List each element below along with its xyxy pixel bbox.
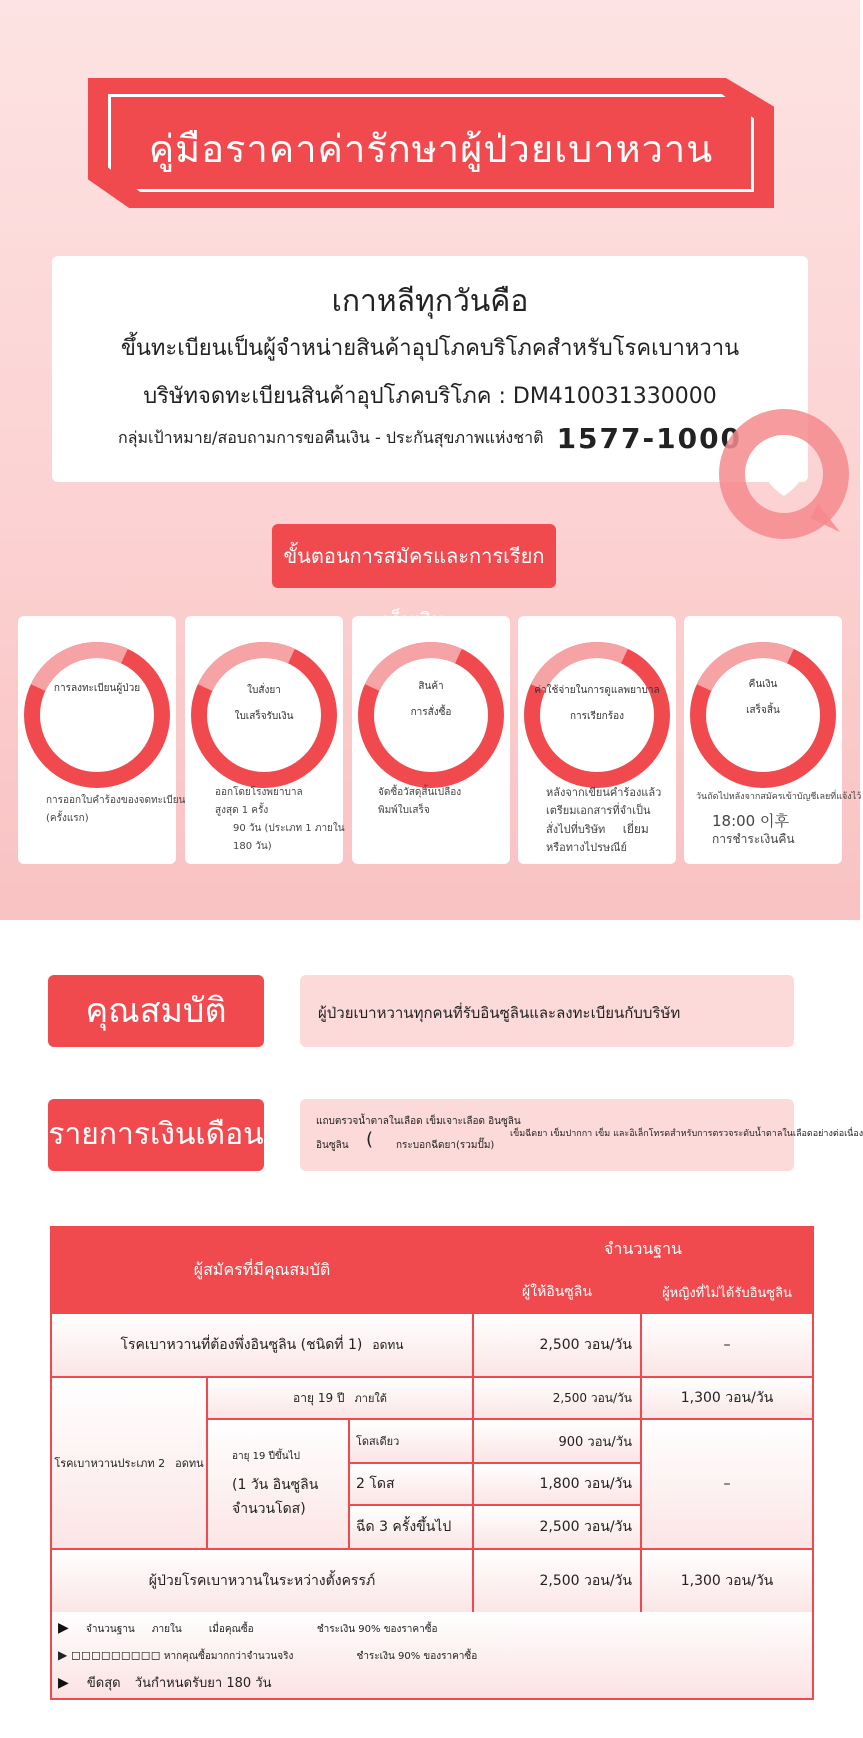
table-cell-value: – bbox=[640, 1312, 814, 1378]
table-cell-dose1: โดสเดียว bbox=[348, 1418, 474, 1464]
note-line-2 bbox=[58, 1648, 477, 1664]
step-desc bbox=[378, 784, 528, 820]
step-desc-line: การออกใบคำร้องของจดทะเบียน (ครั้งแรก) bbox=[46, 795, 186, 824]
step-desc-line: สูงสุด 1 ครั้ง bbox=[215, 805, 269, 816]
step-desc bbox=[546, 784, 696, 857]
salary-line: เข็มฉีดยา เข็มปากกา เข็ม และอิเล็กโทรดสำหรับการตรวจระดับน้ำตาลในเลือดอย่างต่อเนื่อง bbox=[510, 1129, 863, 1139]
note-text: วันกำหนดรับยา 180 วัน bbox=[134, 1676, 272, 1691]
table-row-under19 bbox=[206, 1376, 474, 1420]
note-text: ภายใน bbox=[151, 1624, 182, 1635]
triangle-icon: ▶ bbox=[58, 1675, 69, 1691]
table-cell-text: จำนวนโดส) bbox=[232, 1500, 306, 1517]
table-cell-text: โรคเบาหวานประเภท 2 bbox=[54, 1457, 166, 1470]
step-desc-line: เตรียมเอกสารที่จำเป็น bbox=[546, 804, 651, 817]
info-contact-label: กลุ่มเป้าหมาย/สอบถามการขอคืนเงิน - ประกันสุขภาพแห่งชาติ bbox=[117, 428, 544, 447]
company-info-card bbox=[52, 256, 808, 482]
step-ring-text bbox=[358, 674, 504, 726]
step-desc-line: 18:00 이후 bbox=[712, 812, 789, 830]
step-claim bbox=[518, 616, 676, 864]
step-desc-line: พิมพ์ใบเสร็จ bbox=[378, 805, 430, 816]
table-cell-text: โรคเบาหวานที่ต้องพึ่งอินซูลิน (ชนิดที่ 1) bbox=[120, 1337, 363, 1353]
salary-label: รายการเงินเดือน bbox=[48, 1099, 264, 1171]
table-cell-value: 900 วอน/วัน bbox=[472, 1418, 642, 1464]
table-cell-text: อายุ 19 ปีขึ้นไป bbox=[232, 1450, 300, 1462]
process-button[interactable]: ขั้นตอนการสมัครและการเรียก bbox=[272, 524, 556, 588]
step-ring-label: การลงทะเบียนผู้ป่วย bbox=[53, 683, 141, 694]
step-desc bbox=[46, 792, 196, 828]
step-desc-line: วันถัดไปหลังจากสมัครเข้าบัญชีเลยที่แจ้งไว้ bbox=[696, 792, 862, 802]
step-desc-line: ออกโดยโรงพยาบาล bbox=[215, 787, 303, 798]
heart-ring-icon bbox=[714, 404, 854, 544]
info-phone: 1577-1000 bbox=[556, 422, 743, 455]
note-text: ▶ ◻◻◻◻◻◻◻◻◻ bbox=[58, 1648, 161, 1662]
table-cell-text: อดทน bbox=[175, 1457, 204, 1470]
table-cell-text: ภายใต้ bbox=[354, 1392, 387, 1405]
table-cell-value: 2,500 วอน/วัน bbox=[472, 1376, 642, 1420]
table-row-over19 bbox=[206, 1418, 350, 1550]
table-cell-value: 2,500 วอน/วัน bbox=[472, 1548, 642, 1614]
step-desc-line: 90 วัน (ประเภท 1 ภายใน 180 วัน) bbox=[233, 823, 345, 852]
step-ring-label: สินค้า bbox=[418, 681, 444, 692]
salary-line: อินซูลิน bbox=[316, 1140, 349, 1151]
table-row-type2 bbox=[50, 1376, 208, 1550]
step-ring-label: การสั่งซื้อ bbox=[410, 707, 452, 718]
table-cell-value: 2,500 วอน/วัน bbox=[472, 1504, 642, 1550]
step-ring bbox=[24, 642, 170, 788]
table-cell-value: 1,800 วอน/วัน bbox=[472, 1462, 642, 1506]
note-line-1 bbox=[58, 1620, 438, 1637]
step-desc bbox=[215, 784, 365, 856]
table-row-pregnant: ผู้ป่วยโรคเบาหวานในระหว่างตั้งครรภ์ bbox=[50, 1548, 474, 1614]
triangle-icon: ▶ bbox=[58, 1620, 69, 1636]
step-desc-line bbox=[546, 820, 696, 839]
salary-value bbox=[300, 1099, 863, 1171]
note-text: ชำระเงิน 90% ของราคาซื้อ bbox=[316, 1624, 438, 1635]
step-desc bbox=[696, 788, 862, 848]
step-ring-text bbox=[191, 678, 337, 730]
step-prescription bbox=[185, 616, 343, 864]
salary-paren: ( bbox=[366, 1129, 374, 1150]
note-text: ชำระเงิน 90% ของราคาซื้อ bbox=[356, 1651, 478, 1662]
table-cell-text: อดทน bbox=[372, 1337, 404, 1352]
step-ring-label: ค่าใช้จ่ายในการดูแลพยาบาล bbox=[534, 685, 660, 696]
step-ring-label: ใบเสร็จรับเงิน bbox=[234, 711, 294, 722]
info-contact bbox=[52, 422, 808, 455]
page-title: คู่มือราคาค่ารักษาผู้ป่วยเบาหวาน bbox=[148, 127, 714, 171]
table-cell-dose3: ฉีด 3 ครั้งขึ้นไป bbox=[348, 1504, 474, 1550]
step-ring-text bbox=[24, 676, 170, 702]
note-text: หากคุณซื้อมากกว่าจำนวนจริง bbox=[163, 1651, 294, 1662]
step-desc-line: จัดซื้อวัสดุสิ้นเปลือง bbox=[378, 787, 462, 798]
table-row-type1 bbox=[50, 1312, 474, 1378]
step-ring-label: การเรียกร้อง bbox=[569, 711, 624, 722]
table-cell-value: 1,300 วอน/วัน bbox=[640, 1548, 814, 1614]
table-cell-dose2: 2 โดส bbox=[348, 1462, 474, 1506]
salary-line: แถบตรวจน้ำตาลในเลือด เข็มเจาะเลือด อินซูลิน bbox=[316, 1116, 521, 1127]
info-company-number: บริษัทจดทะเบียนสินค้าอุปโภคบริโภค : DM410031330000 bbox=[143, 384, 717, 409]
table-head-no-insulin: ผู้หญิงที่ไม่ได้รับอินซูลิน bbox=[640, 1270, 814, 1314]
step-ring-label: คืนเงิน bbox=[748, 679, 778, 690]
step-ring-label: ใบสั่งยา bbox=[247, 685, 281, 696]
qualification-label: คุณสมบัติ bbox=[48, 975, 264, 1047]
note-text: ขีดสุด bbox=[86, 1676, 121, 1691]
step-ring-text bbox=[524, 678, 670, 730]
step-desc-line: หรือทางไปรษณีย์ bbox=[546, 841, 627, 854]
info-registration: ขึ้นทะเบียนเป็นผู้จำหน่ายสินค้าอุปโภคบริโภคสำหรับโรคเบาหวาน bbox=[120, 336, 740, 361]
table-notes bbox=[50, 1612, 814, 1700]
table-cell-value: 1,300 วอน/วัน bbox=[640, 1376, 814, 1420]
step-ring-label: เสร็จสิ้น bbox=[746, 705, 780, 716]
info-heading: เกาหลีทุกวันคือ bbox=[331, 284, 529, 319]
step-desc-line: หลังจากเขียนคำร้องแล้ว bbox=[546, 786, 662, 799]
note-line-3 bbox=[58, 1672, 271, 1693]
step-ring-text bbox=[690, 672, 836, 724]
step-desc-text: เยี่ยม bbox=[622, 822, 649, 836]
step-purchase bbox=[352, 616, 510, 864]
qualification-value: ผู้ป่วยเบาหวานทุกคนที่รับอินซูลินและลงทะเบียนกับบริษัท bbox=[300, 975, 794, 1047]
note-text: จำนวนฐาน bbox=[85, 1624, 135, 1635]
table-head-insulin: ผู้ให้อินซูลิน bbox=[472, 1270, 642, 1314]
table-cell-value: – bbox=[640, 1418, 814, 1550]
table-cell-text: อายุ 19 ปี bbox=[293, 1390, 345, 1405]
note-text: เมื่อคุณซื้อ bbox=[208, 1624, 254, 1635]
table-cell-text: (1 วัน อินซูลิน bbox=[232, 1476, 319, 1493]
step-registration bbox=[18, 616, 186, 864]
table-head-applicant: ผู้สมัครที่มีคุณสมบัติ bbox=[50, 1226, 474, 1314]
step-desc-line: การชำระเงินคืน bbox=[712, 832, 795, 846]
salary-line: กระบอกฉีดยา(รวมปั๊ม) bbox=[396, 1140, 495, 1151]
table-head-standard: จำนวนฐาน bbox=[472, 1226, 814, 1272]
table-cell-value: 2,500 วอน/วัน bbox=[472, 1312, 642, 1378]
step-desc-text: สั่งไปที่บริษัท bbox=[546, 823, 606, 836]
step-refund bbox=[684, 616, 862, 864]
